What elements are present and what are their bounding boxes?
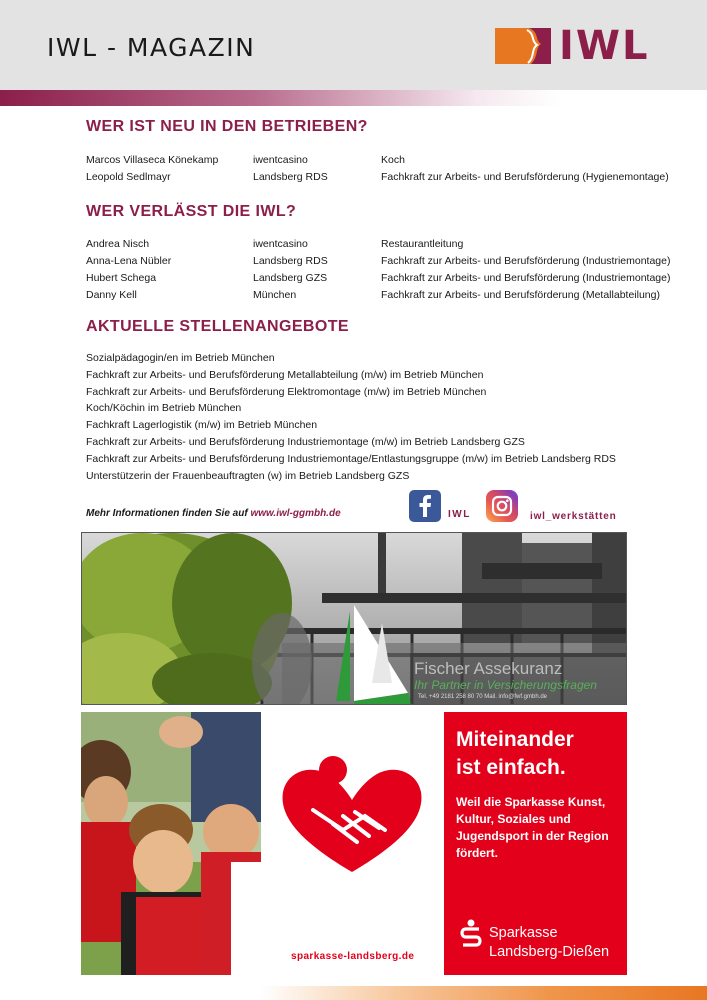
fischer-contact: Tel. +49 2181 258 80 70 Mail. info@fwf.gmbh.de	[418, 694, 548, 700]
fischer-name: Fischer Assekuranz	[414, 659, 563, 678]
facebook-glyph	[409, 490, 441, 522]
staff-location: Landsberg RDS	[253, 171, 328, 183]
staff-name: Leopold Sedlmayr	[86, 171, 171, 183]
facebook-icon[interactable]	[409, 490, 441, 522]
job-item: Unterstützerin der Frauenbeauftragten (w) im Betrieb Landsberg GZS	[86, 469, 410, 482]
instagram-icon[interactable]	[486, 490, 518, 522]
staff-role: Fachkraft zur Arbeits- und Berufsförderung (Metallabteilung)	[381, 289, 660, 301]
fischer-tagline: Ihr Partner in Versicherungsfragen	[414, 678, 597, 692]
job-item: Koch/Köchin im Betrieb München	[86, 402, 242, 415]
staff-location: iwentcasino	[253, 238, 308, 250]
staff-name: Hubert Schega	[86, 272, 157, 284]
job-item: Sozialpädagogin/en im Betrieb München	[86, 352, 275, 364]
more-info-text: Mehr Informationen finden Sie auf	[86, 508, 251, 519]
sparkasse-s-icon	[460, 919, 482, 949]
sparkasse-url[interactable]: sparkasse-landsberg.de	[291, 951, 415, 962]
magazine-title: IWL - MAGAZIN	[47, 33, 256, 62]
staff-role: Restaurantleitung	[381, 238, 464, 250]
website-link[interactable]: www.iwl-ggmbh.de	[250, 508, 341, 519]
page-header	[0, 0, 707, 90]
logo-text: IWL	[559, 23, 650, 69]
headline-line1: Miteinander	[456, 728, 574, 751]
photo-image	[81, 712, 261, 975]
staff-name: Anna-Lena Nübler	[86, 255, 172, 267]
sparkasse-ad	[81, 712, 627, 975]
staff-location: iwentcasino	[253, 154, 308, 166]
children-photo	[81, 712, 261, 975]
sparkasse-headline	[456, 726, 626, 782]
sparkasse-brand	[489, 924, 609, 962]
jobs-heading: AKTUELLE STELLENANGEBOTE	[86, 318, 349, 335]
staff-name: Marcos Villaseca Könekamp	[86, 154, 219, 166]
job-item: Fachkraft Lagerlogistik (m/w) im Betrieb München	[86, 419, 318, 432]
heart-panel	[261, 712, 444, 975]
instagram-label[interactable]: iwl_werkstätten	[530, 511, 617, 522]
brand-line1: Sparkasse	[489, 925, 558, 941]
sparkasse-body: Weil die Sparkasse Kunst, Kultur, Soziales und Jugendsport in der Region fördert.	[456, 795, 609, 860]
job-item: Fachkraft zur Arbeits- und Berufsförderung Elektromontage (m/w) im Betrieb München	[86, 385, 487, 398]
job-item: Fachkraft zur Arbeits- und Berufsförderung Industriemontage (m/w) im Betrieb Landsberg GZS	[86, 435, 525, 448]
staff-role: Koch	[381, 154, 405, 166]
job-item: Fachkraft zur Arbeits- und Berufsförderung Industriemontage/Entlastungsgruppe (m/w) im Betrieb Landsberg RDS	[86, 452, 616, 465]
brand-line2: Landsberg-Dießen	[489, 944, 610, 960]
staff-location: Landsberg RDS	[253, 255, 328, 267]
fischer-assekuranz-ad	[81, 532, 627, 705]
more-info-line	[86, 508, 341, 519]
staff-location: Landsberg GZS	[253, 272, 328, 284]
new-staff-heading: WER IST NEU IN DEN BETRIEBEN?	[86, 118, 368, 135]
leaving-staff-heading: WER VERLÄSST DIE IWL?	[86, 203, 297, 220]
sparkasse-text-panel	[444, 712, 627, 975]
staff-name: Andrea Nisch	[86, 238, 150, 250]
header-gradient-bar	[0, 90, 560, 106]
staff-role: Fachkraft zur Arbeits- und Berufsförderung (Industriemontage)	[381, 255, 671, 267]
facebook-label[interactable]: IWL	[448, 509, 471, 520]
iwl-logo	[495, 23, 660, 69]
job-item: Fachkraft zur Arbeits- und Berufsförderung Metallabteilung (m/w) im Betrieb München	[86, 368, 484, 381]
logo-face-icon	[525, 26, 551, 66]
instagram-glyph	[486, 490, 518, 522]
jobs-list	[86, 350, 616, 484]
staff-role: Fachkraft zur Arbeits- und Berufsförderung (Hygienemontage)	[381, 171, 669, 183]
headline-line2: ist einfach.	[456, 756, 566, 779]
staff-role: Fachkraft zur Arbeits- und Berufsförderung (Industriemontage)	[381, 272, 671, 284]
footer-gradient-bar	[260, 986, 707, 1000]
staff-location: München	[253, 289, 297, 301]
heart-hands-icon	[261, 712, 444, 975]
staff-name: Danny Kell	[86, 289, 137, 301]
